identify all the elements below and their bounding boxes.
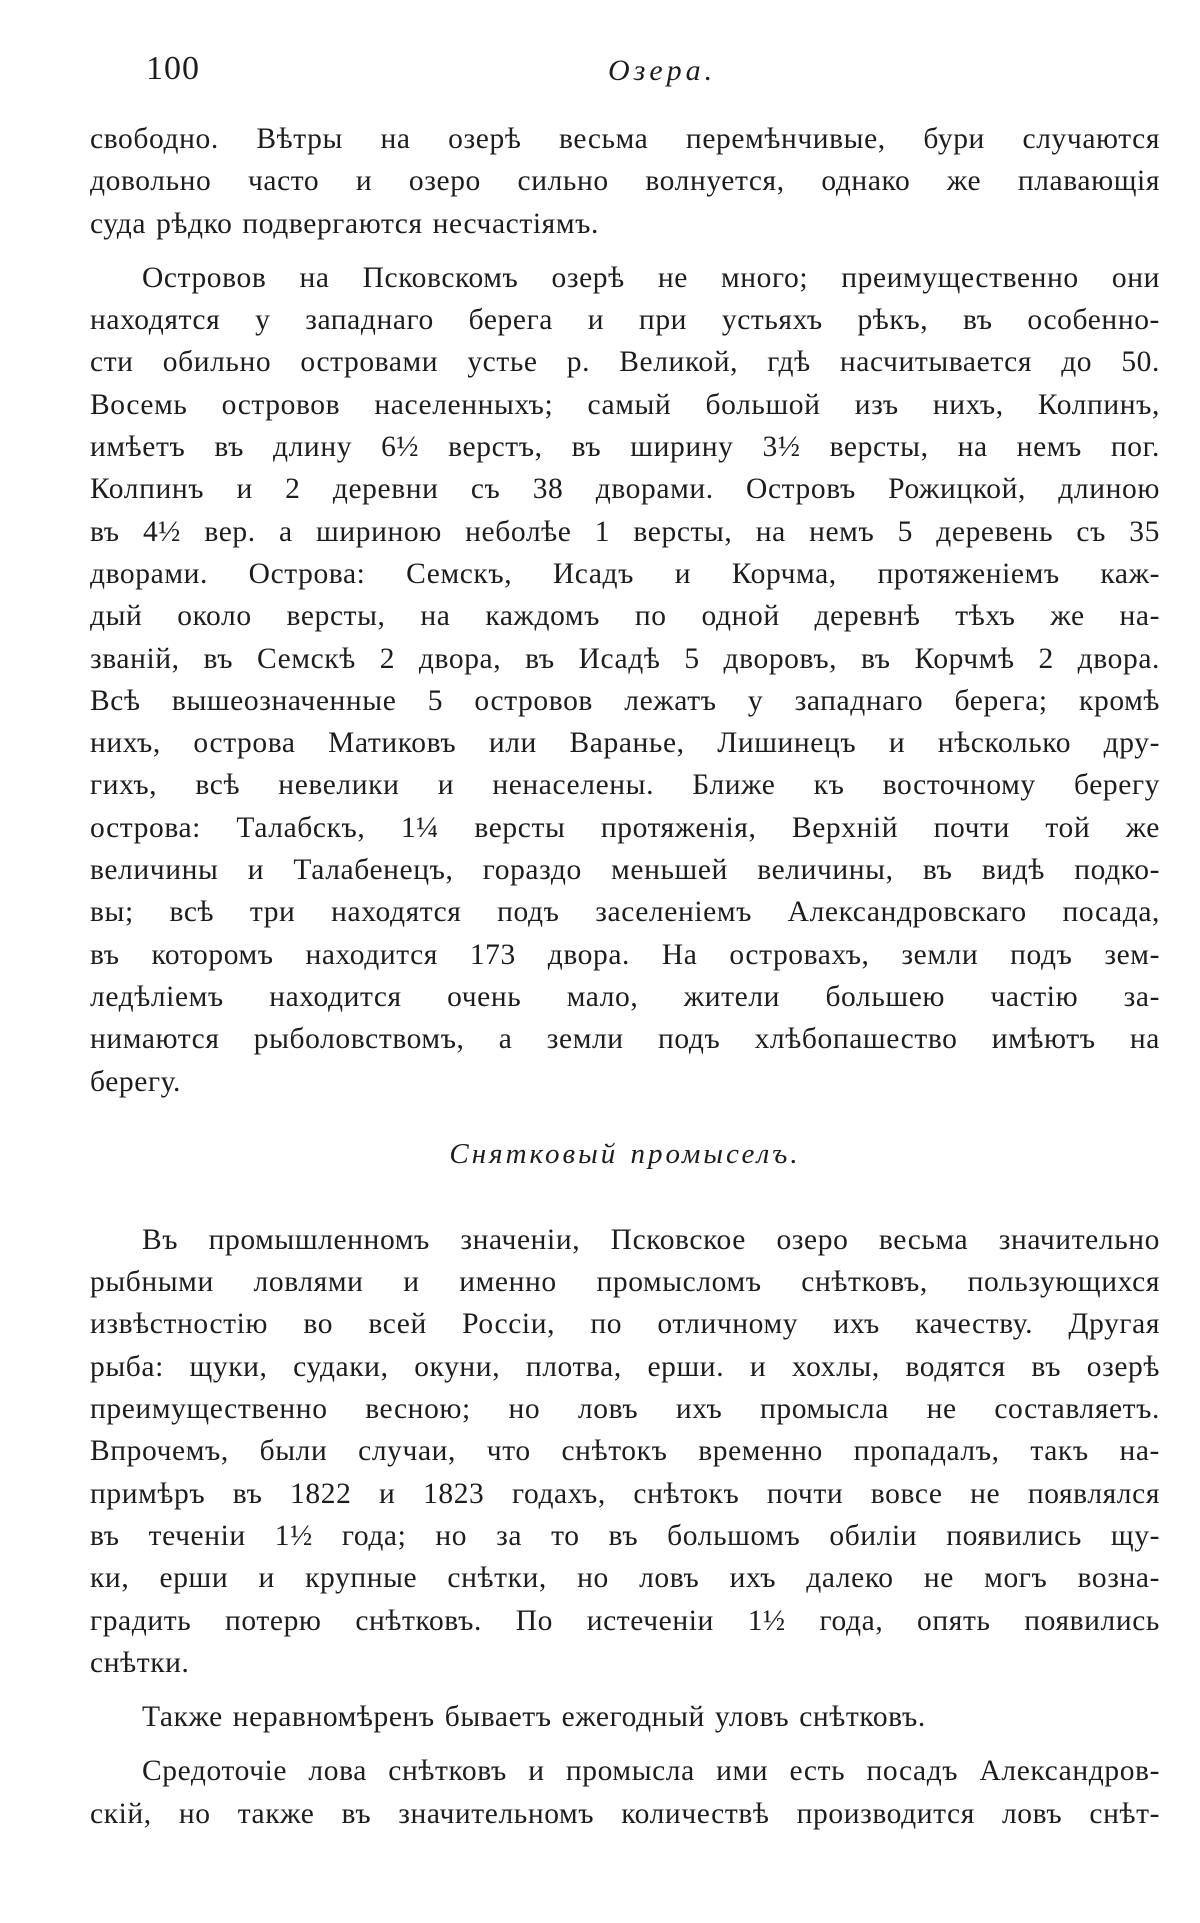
text-line: Средоточіе лова снѣтковъ и промысла ими есть посадъ Александров- — [142, 1755, 1160, 1788]
text-line: въ которомъ находится 173 двора. На островахъ, земли подъ зем- — [90, 938, 1160, 971]
text-line: берегу. — [90, 1065, 182, 1098]
text-line: Всѣ вышеозначенные 5 островов лежатъ у западнаго берега; кромѣ — [90, 684, 1160, 717]
text-line: нихъ, острова Матиковъ или Варанье, Лишинецъ и нѣсколько дру- — [90, 727, 1160, 760]
text-line: нимаются рыболовствомъ, а земли подъ хлѣбопашество имѣютъ на — [90, 1023, 1160, 1056]
text-line: скій, но также въ значительномъ количествѣ производится ловъ снѣт- — [90, 1797, 1160, 1830]
text-line: величины и Талабенецъ, гораздо меньшей величины, въ видѣ подко- — [90, 854, 1160, 887]
text-line: Также неравномѣренъ бываетъ ежегодный уловъ снѣтковъ. — [142, 1701, 926, 1734]
text-line: рыба: щуки, судаки, окуни, плотва, ерши. и хохлы, водятся въ озерѣ — [90, 1350, 1160, 1383]
text-line: рыбными ловлями и именно промысломъ снѣтковъ, пользующихся — [90, 1266, 1160, 1299]
text-line: гихъ, всѣ невелики и ненаселены. Ближе къ восточному берегу — [90, 769, 1160, 802]
text-line: довольно часто и озеро сильно волнуется, однако же плавающія — [90, 165, 1160, 198]
text-line: дворами. Острова: Семскъ, Исадъ и Корчма, протяженіемъ каж- — [90, 557, 1160, 590]
text-line: свободно. Вѣтры на озерѣ весьма перемѣнчивые, бури случаются — [90, 123, 1160, 155]
text-line: въ 4½ вер. а шириною неболѣе 1 версты, на немъ 5 деревень съ 35 — [90, 515, 1160, 548]
page-number: 100 — [146, 50, 200, 87]
text-line: преимущественно весною; но ловъ ихъ промысла не составляетъ. — [90, 1393, 1160, 1426]
text-line: снѣтки. — [90, 1646, 190, 1679]
text-line: острова: Талабскъ, 1¼ версты протяженія, Верхній почти той же — [90, 811, 1160, 844]
running-title: Озера. — [608, 54, 717, 87]
paragraph — [90, 1219, 1160, 1684]
paragraph — [90, 1696, 1160, 1738]
text-line: извѣстностію во всей Россіи, по отличному ихъ качеству. Другая — [90, 1308, 1160, 1341]
text-line: званій, въ Семскѣ 2 двора, въ Исадѣ 5 дворовъ, въ Корчмѣ 2 двора. — [90, 642, 1160, 675]
text-line: Въ промышленномъ значеніи, Псковское озеро весьма значительно — [142, 1223, 1160, 1256]
text-line: Островов на Псковскомъ озерѣ не много; преимущественно они — [142, 261, 1160, 294]
paragraph — [90, 118, 1160, 245]
text-line: ки, ерши и крупные снѣтки, но ловъ ихъ далеко не могъ возна- — [90, 1562, 1160, 1595]
section-heading: Снятковый промыселъ. — [449, 1137, 801, 1170]
text-line: суда рѣдко подвергаются несчастіямъ. — [90, 207, 599, 240]
text-line: находятся у западнаго берега и при устьяхъ рѣкъ, въ особенно- — [90, 304, 1160, 337]
text-line: примѣръ въ 1822 и 1823 годахъ, снѣтокъ почти вовсе не появлялся — [90, 1477, 1160, 1510]
text-line: въ теченіи 1½ года; но за то въ большомъ обиліи появились щу- — [90, 1519, 1160, 1552]
page-header — [90, 40, 1160, 90]
body-text — [90, 118, 1160, 1835]
text-line: Впрочемъ, были случаи, что снѣтокъ временно пропадалъ, такъ на- — [90, 1435, 1160, 1468]
text-line: ледѣліемъ находится очень мало, жители большею частію за- — [90, 980, 1160, 1013]
text-line: дый около версты, на каждомъ по одной деревнѣ тѣхъ же на- — [90, 600, 1160, 633]
paragraph — [90, 257, 1160, 1103]
text-line: имѣетъ въ длину 6½ верстъ, въ ширину 3½ версты, на немъ пог. — [90, 431, 1160, 464]
paragraph — [90, 1750, 1160, 1835]
text-line: сти обильно островами устье р. Великой, гдѣ насчитывается до 50. — [90, 346, 1160, 379]
text-line: Восемь островов населенныхъ; самый большой изъ нихъ, Колпинъ, — [90, 388, 1160, 421]
text-line: вы; всѣ три находятся подъ заселеніемъ Александровскаго посада, — [90, 896, 1160, 929]
text-line: Колпинъ и 2 деревни съ 38 дворами. Островъ Рожицкой, длиною — [90, 473, 1160, 506]
text-line: градить потерю снѣтковъ. По истеченіи 1½ года, опять появились — [90, 1604, 1160, 1637]
